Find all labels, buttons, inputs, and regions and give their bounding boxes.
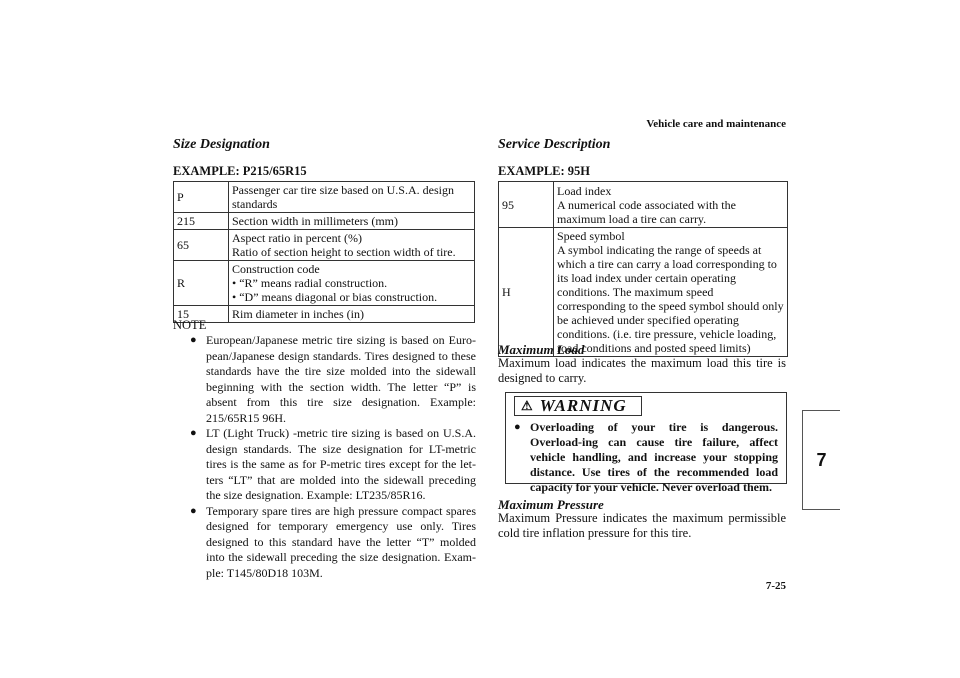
warning-box [505,392,787,494]
warning-text: Overloading of your tire is dangerous. Overload-ing can cause tire failure, affect vehicle handling, and increase your stopping distance. Use tires of the recommended load capacity for your vehicle. Never overload them. [530,420,778,494]
warning-title-text: WARNING [539,396,627,415]
running-header: Vehicle care and maintenance [646,118,786,130]
warning-triangle-icon: ⚠ [521,398,534,413]
note-label: NOTE [173,318,207,332]
bullet-icon: ● [514,421,521,433]
table-row [499,182,788,228]
list-item [184,426,476,504]
table-row [174,182,475,213]
table-value: Load index A numerical code associated with the maximum load a tire can carry. [554,182,788,228]
service-description-heading: Service Description [498,137,611,152]
bullet-icon: ● [190,427,197,439]
table-key: 15 [174,306,229,323]
size-designation-table [173,181,475,323]
table-value: Section width in millimeters (mm) [229,213,475,230]
page-number: 7-25 [765,580,786,592]
table-row [174,213,475,230]
size-example: EXAMPLE: P215/65R15 [173,164,307,178]
warning-body [514,420,778,495]
bullet-icon: ● [190,334,197,346]
table-key: H [499,228,554,357]
list-item [184,504,476,582]
table-value: Construction code • “R” means radial construction. • “D” means diagonal or bias construction. [229,261,475,306]
table-value: Rim diameter in inches (in) [229,306,475,323]
note-text: Temporary spare tires are high pressure compact spares designed for temporary emergency use only. Tires designed to this standard have the letter “T” molded into the sidewall preceding the size designation. Exam-ple: T145/80D18 103M. [206,503,476,580]
note-text: European/Japanese metric tire sizing is based on Euro-pean/Japanese design standards. Tires designed to these standards have the tire size molded into the sidewall beginning with the section width. The letter “P” is absent from this tire size designation. Example: 215/65R15 96H. [206,333,476,425]
bullet-icon: ● [190,504,197,517]
maximum-pressure-heading: Maximum Pressure [498,497,604,512]
table-key: R [174,261,229,306]
table-row [174,261,475,306]
size-designation-heading: Size Designation [173,137,270,152]
table-key: 65 [174,230,229,261]
table-value: Passenger car tire size based on U.S.A. design standards [229,182,475,213]
table-key: 215 [174,213,229,230]
note-text: LT (Light Truck) -metric tire sizing is based on U.S.A. design standards. The size designation for LT-metric tires is the same as for P-metric tires except for the let-ters “LT” that are molded into the sidewall preceding the size designation. Example: LT235/85R16. [206,426,476,502]
table-key: P [174,182,229,213]
service-description-table [498,181,788,357]
table-value: Speed symbol A symbol indicating the range of speeds at which a tire can carry a load corresponding to its load index under certain operating conditions. The maximum speed corresponding to the speed symbol should only be achieved under specified operating conditions. (i.e. tire pressure, vehicle loading, road conditions and posted speed limits) [554,228,788,357]
table-key: 95 [499,182,554,228]
table-row [174,306,475,323]
table-row [174,230,475,261]
chapter-tab: 7 [802,410,840,510]
service-example: EXAMPLE: 95H [498,164,591,178]
maximum-pressure-text: Maximum Pressure indicates the maximum permissible cold tire inflation pressure for this tire. [498,511,786,540]
warning-title [514,396,642,416]
list-item [184,333,476,426]
maximum-load-heading: Maximum Load [498,342,585,357]
table-row [499,228,788,357]
table-value: Aspect ratio in percent (%) Ratio of section height to section width of tire. [229,230,475,261]
maximum-load-text: Maximum load indicates the maximum load this tire is designed to carry. [498,356,786,385]
notes-list [184,333,476,581]
